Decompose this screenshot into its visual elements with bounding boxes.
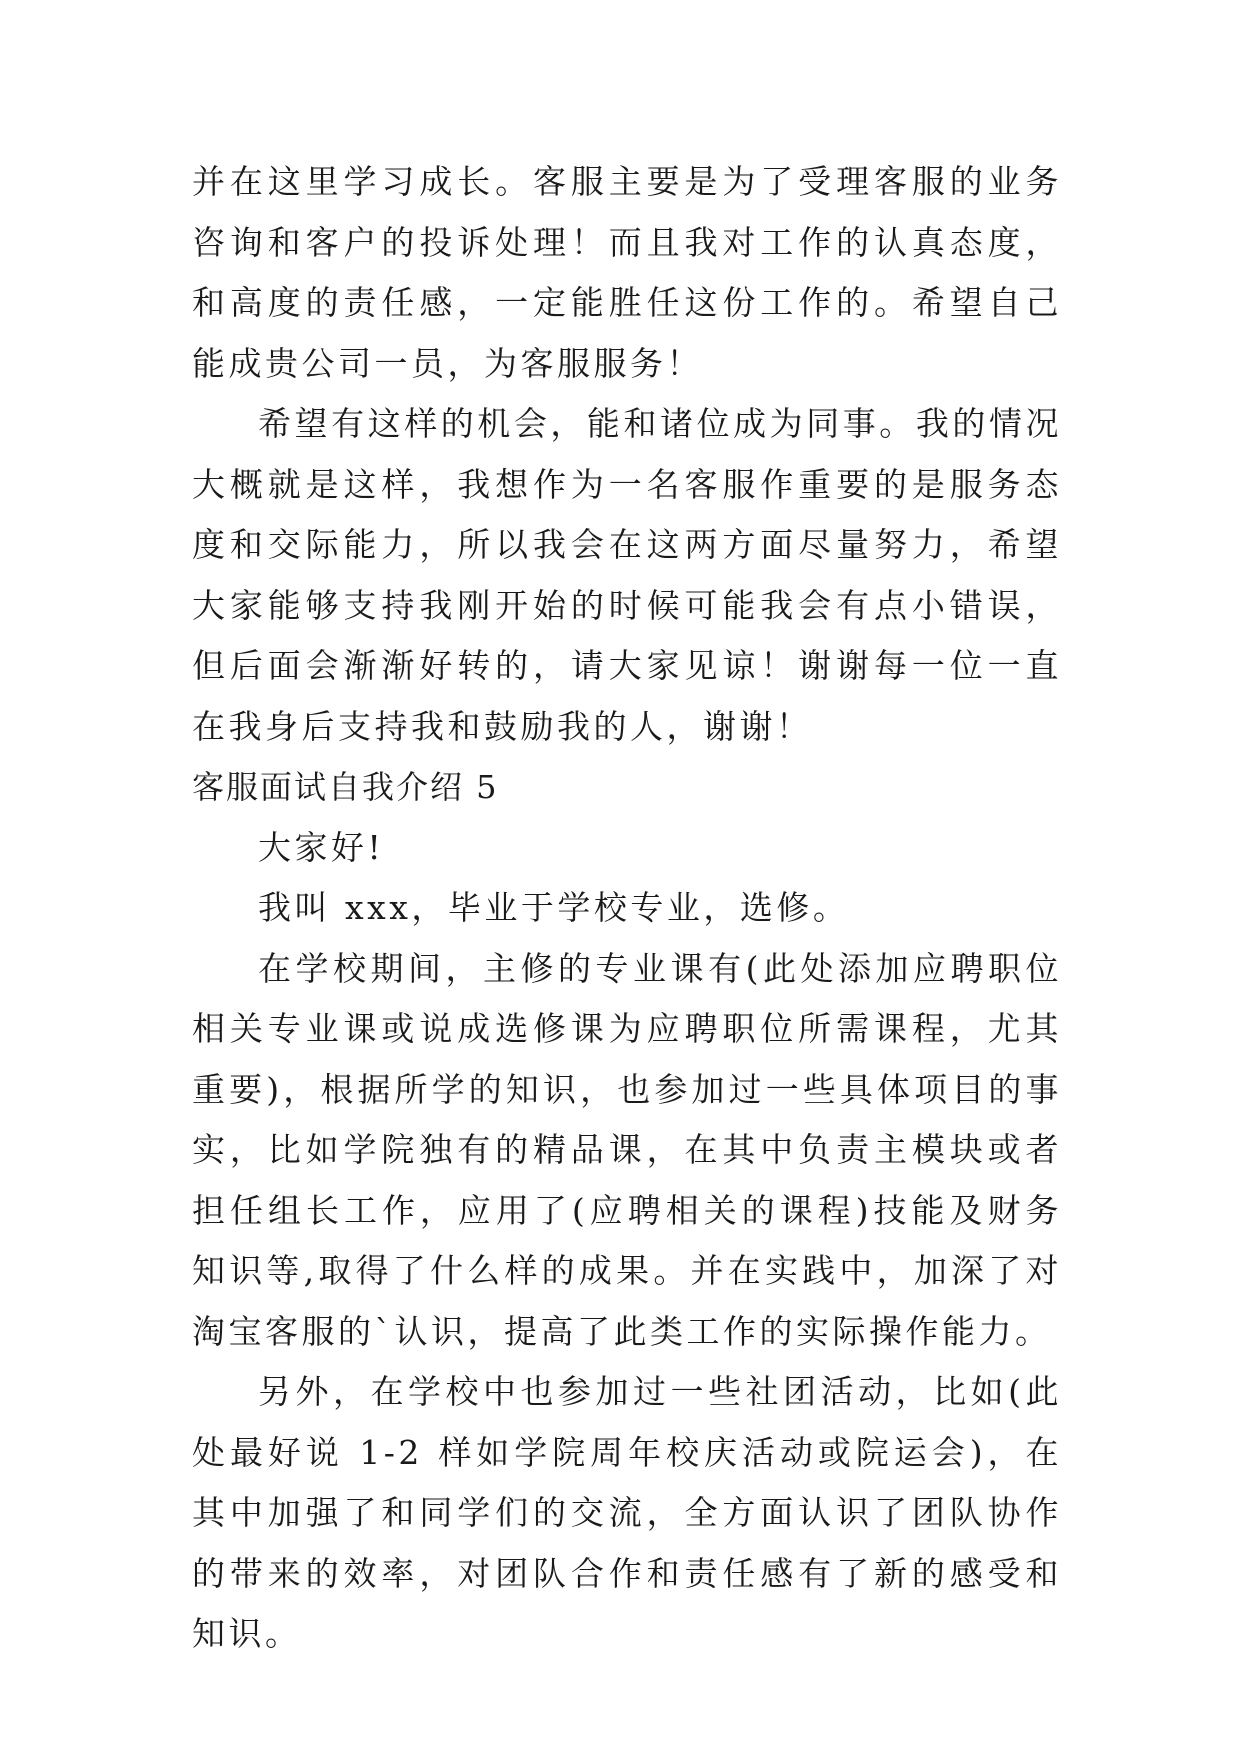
paragraph-greeting: 大家好! [258,827,385,867]
paragraph-name: 我叫 xxx，毕业于学校专业，选修。 [258,888,850,927]
paragraph-continued: 并在这里学习成长。客服主要是为了受理客服的业务咨询和客户的投诉处理！而且我对工作的认真态度，和高度的责任感，一定能胜任这份工作的。希望自己能成贵公司一员，为客服服务！ [192,162,1062,383]
paragraph-hope: 希望有这样的机会，能和诸位成为同事。我的情况大概就是这样，我想作为一名客服作重要的是服务态度和交际能力，所以我会在这两方面尽量努力，希望大家能够支持我刚开始的时候可能我会有点小错误，但后面会渐渐好转的，请大家见谅！谢谢每一位一直在我身后支持我和鼓励我的人，谢谢！ [192,404,1062,746]
paragraph-activities: 另外，在学校中也参加过一些社团活动，比如(此处最好说 1-2 样如学院周年校庆活动或院运会)，在其中加强了和同学们的交流，全方面认识了团队协作的带来的效率，对团队合作和责任感有了新的感受和知识。 [192,1372,1062,1653]
section-title: 客服面试自我介绍 5 [192,768,499,806]
paragraph-study: 在学校期间，主修的专业课有(此处添加应聘职位相关专业课或说成选修课为应聘职位所需课程，尤其重要)，根据所学的知识，也参加过一些具体项目的事实，比如学院独有的精品课，在其中负责主模块或者担任组长工作，应用了(应聘相关的课程)技能及财务知识等,取得了什么样的成果。并在实践中，加深了对淘宝客服的`认识，提高了此类工作的实际操作能力。 [192,948,1062,1351]
document-body [192,152,1062,1665]
